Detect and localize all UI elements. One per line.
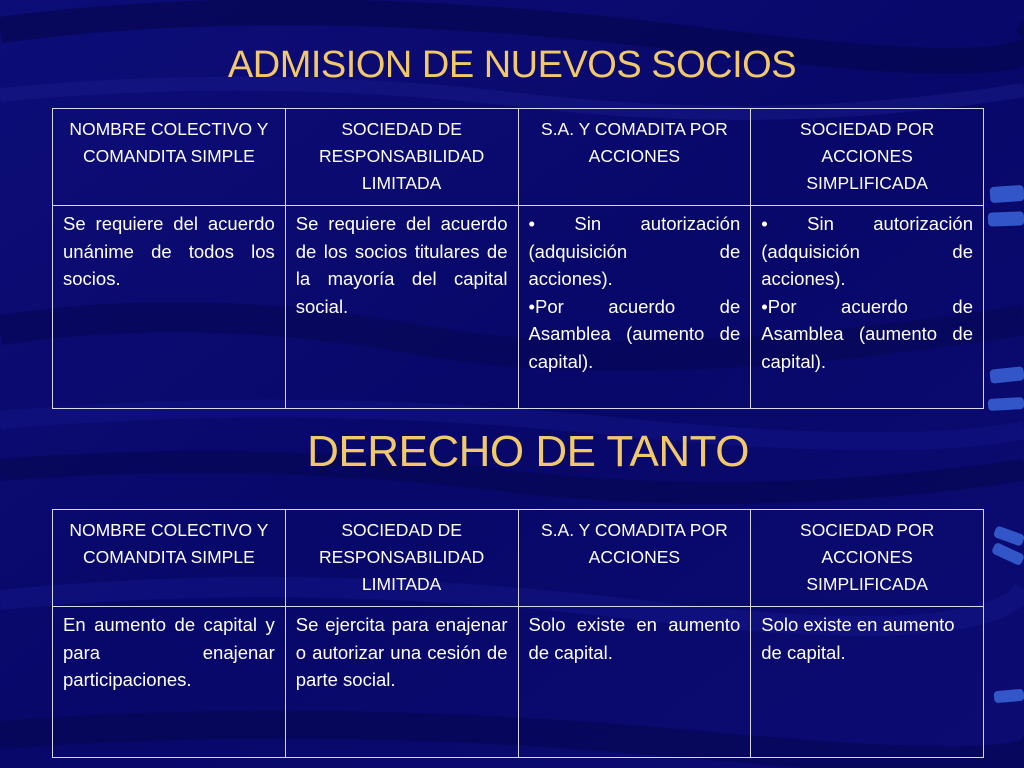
table-cell: Se ejercita para enajenar o autorizar una cesión de parte social. xyxy=(285,607,518,758)
table-cell: Solo existe en aumento de capital. xyxy=(518,607,751,758)
table-header-row xyxy=(53,109,984,206)
section-title-derecho-de-tanto: DERECHO DE TANTO xyxy=(307,427,749,476)
header-cell: NOMBRE COLECTIVO Y COMANDITA SIMPLE xyxy=(53,510,286,607)
bullet-item: •Por acuerdo de Asamblea (aumento de capital). xyxy=(528,295,741,372)
cell-line: para enajenar participaciones. xyxy=(63,641,275,690)
table-cell xyxy=(53,607,286,758)
header-cell: S.A. Y COMADITA POR ACCIONES xyxy=(518,109,751,206)
table-row xyxy=(53,607,984,758)
derecho-de-tanto-table xyxy=(52,509,984,758)
table-cell xyxy=(518,206,751,409)
table-cell xyxy=(751,206,984,409)
bullet-item: • Sin autorización (adquisición de acciones). xyxy=(761,213,973,289)
header-cell: SOCIEDAD DE RESPONSABILIDAD LIMITADA xyxy=(285,109,518,206)
header-cell: S.A. Y COMADITA POR ACCIONES xyxy=(518,510,751,607)
table-cell: Solo existe en aumento de capital. xyxy=(751,607,984,758)
header-cell: SOCIEDAD POR ACCIONES SIMPLIFICADA xyxy=(751,109,984,206)
header-cell: SOCIEDAD DE RESPONSABILIDAD LIMITADA xyxy=(285,510,518,607)
table-header-row xyxy=(53,510,984,607)
header-cell: SOCIEDAD POR ACCIONES SIMPLIFICADA xyxy=(751,510,984,607)
section-title-admision: ADMISION DE NUEVOS SOCIOS xyxy=(227,44,797,86)
header-cell: NOMBRE COLECTIVO Y COMANDITA SIMPLE xyxy=(53,109,286,206)
cell-line: En aumento de capital y xyxy=(63,614,275,635)
table-cell: Se requiere del acuerdo unánime de todos los socios. xyxy=(53,206,286,409)
bullet-item: • Sin autorización (adquisición de acciones). xyxy=(528,213,741,289)
table-cell: Se requiere del acuerdo de los socios titulares de la mayoría del capital social. xyxy=(285,206,518,409)
bullet-item: •Por acuerdo de Asamblea (aumento de capital). xyxy=(761,295,973,372)
admision-table xyxy=(52,108,984,409)
table-row xyxy=(53,206,984,409)
